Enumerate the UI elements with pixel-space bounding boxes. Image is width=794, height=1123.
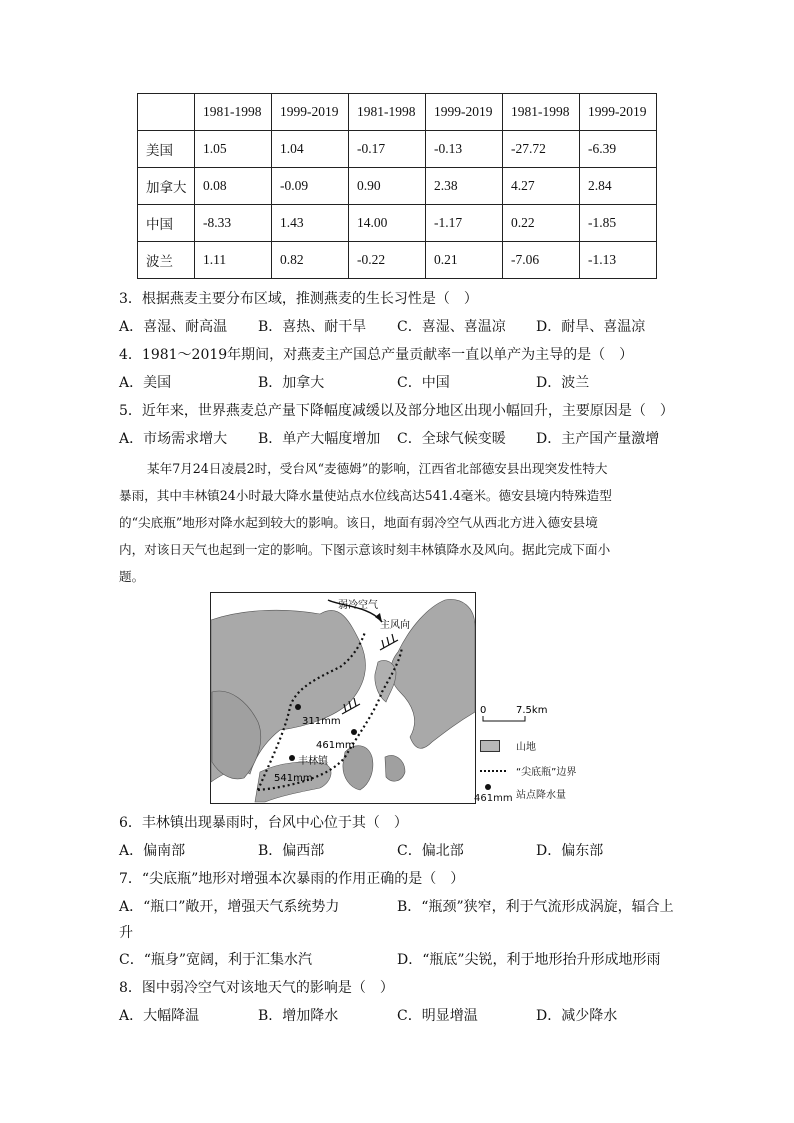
station-label: 311mm (302, 716, 341, 727)
option-d: D．波兰 (536, 375, 590, 391)
table-cell: -8.33 (195, 205, 272, 242)
scale-end: 7.5km (516, 705, 548, 716)
table-header-cell: 1981-1998 (195, 94, 272, 131)
table-cell: -6.39 (580, 131, 657, 168)
legend-mountain-label: 山地 (516, 742, 536, 753)
option-b: B．增加降水 (258, 1008, 339, 1024)
table-cell: 中国 (138, 205, 195, 242)
table-header-cell (138, 94, 195, 131)
option-d: D．耐旱、喜温凉 (536, 319, 646, 335)
option-c: C．全球气候变暖 (397, 431, 506, 447)
table-cell: 2.38 (426, 168, 503, 205)
option-b: B．喜热、耐干旱 (258, 319, 367, 335)
cold-air-label: 弱冷空气 (338, 600, 378, 611)
table-cell: -1.17 (426, 205, 503, 242)
table-row (138, 168, 657, 205)
main-wind-label: 主风向 (380, 620, 410, 631)
option-a: A．偏南部 (119, 843, 186, 859)
table-cell: -1.13 (580, 242, 657, 279)
table-cell: 波兰 (138, 242, 195, 279)
passage-line: 某年7月24日凌晨2时，受台风“麦德姆”的影响，江西省北部德安县出现突发性特大 (147, 461, 608, 476)
table-row (138, 131, 657, 168)
table-cell: -27.72 (503, 131, 580, 168)
table-cell: 0.08 (195, 168, 272, 205)
question-stem: 3．根据燕麦主要分布区域，推测燕麦的生长习性是（ ） (119, 291, 478, 307)
station-label: 541mm (274, 773, 313, 784)
station-point (351, 729, 357, 735)
station-legend-dot (485, 784, 491, 790)
table-cell: 加拿大 (138, 168, 195, 205)
station-point (295, 704, 301, 710)
table-cell: 0.82 (272, 242, 349, 279)
option-a: A．美国 (119, 375, 172, 391)
passage-line: 题。 (119, 569, 145, 584)
option-a: A．大幅降温 (119, 1008, 200, 1024)
table-cell: -1.85 (580, 205, 657, 242)
table-header-cell: 1999-2019 (426, 94, 503, 131)
table-cell: 1.43 (272, 205, 349, 242)
station-label: 461mm (316, 740, 355, 751)
option-b: B．偏西部 (258, 843, 325, 859)
table-header-cell: 1981-1998 (349, 94, 426, 131)
scale-bar (480, 703, 555, 723)
table-cell: 1.11 (195, 242, 272, 279)
passage-line: 的“尖底瓶”地形对降水起到较大的影响。该日，地面有弱冷空气从西北方进入德安县境 (119, 515, 598, 530)
option-a: A．喜湿、耐高温 (119, 319, 228, 335)
station-point (289, 755, 295, 761)
boundary-legend-swatch (480, 770, 506, 772)
table-cell: 2.84 (580, 168, 657, 205)
option-a: A．“瓶口”敞开，增强天气系统势力 (119, 899, 340, 915)
table-cell: -0.17 (349, 131, 426, 168)
option-b: B．加拿大 (258, 375, 325, 391)
passage-line: 暴雨，其中丰林镇24小时最大降水量使站点水位线高达541.4毫米。德安县境内特殊造型 (119, 488, 612, 503)
option-c: C．“瓶身”宽阔，利于汇集水汽 (119, 952, 313, 968)
table-cell: 0.90 (349, 168, 426, 205)
question-stem: 4．1981～2019年期间，对燕麦主产国总产量贡献率一直以单产为主导的是（ ） (119, 347, 634, 363)
option-c: C．明显增温 (397, 1008, 478, 1024)
table-row (138, 205, 657, 242)
scale-zero: 0 (480, 705, 487, 716)
table-cell: 1.04 (272, 131, 349, 168)
table-header-cell: 1981-1998 (503, 94, 580, 131)
mountain-legend-swatch (480, 740, 500, 752)
table-cell: -7.06 (503, 242, 580, 279)
question-stem: 5．近年来，世界燕麦总产量下降幅度减缓以及部分地区出现小幅回升，主要原因是（ ） (119, 403, 674, 419)
passage-line: 内，对该日天气也起到一定的影响。下图示意该时刻丰林镇降水及风向。据此完成下面小 (119, 542, 611, 557)
town-label: 丰林镇 (298, 756, 328, 767)
table-cell: 4.27 (503, 168, 580, 205)
option-d: D．主产国产量激增 (536, 431, 660, 447)
option-c: C．偏北部 (397, 843, 464, 859)
table-cell: -0.22 (349, 242, 426, 279)
table-cell: -0.09 (272, 168, 349, 205)
table-header-cell: 1999-2019 (580, 94, 657, 131)
table-cell: 1.05 (195, 131, 272, 168)
table-cell: 0.22 (503, 205, 580, 242)
question-stem: 7．“尖底瓶”地形对增强本次暴雨的作用正确的是（ ） (119, 871, 465, 887)
question-stem: 6．丰林镇出现暴雨时，台风中心位于其（ ） (119, 815, 408, 831)
legend-station-label: 站点降水量 (516, 790, 566, 801)
table-header-row (138, 94, 657, 131)
option-d: D．减少降水 (536, 1008, 618, 1024)
question-stem: 8．图中弱冷空气对该地天气的影响是（ ） (119, 980, 394, 996)
table-header-cell: 1999-2019 (272, 94, 349, 131)
legend-station-sample: 461mm (474, 793, 513, 804)
yield-contribution-table (137, 93, 657, 279)
terrain-map (210, 592, 476, 804)
option-a: A．市场需求增大 (119, 431, 228, 447)
option-b: B．单产大幅度增加 (258, 431, 381, 447)
table-cell: 14.00 (349, 205, 426, 242)
option-d: D．偏东部 (536, 843, 604, 859)
option-b-continued: 升 (119, 925, 133, 941)
option-b: B．“瓶颈”狭窄，利于气流形成涡旋，辐合上 (397, 899, 674, 915)
table-cell: -0.13 (426, 131, 503, 168)
table-cell: 美国 (138, 131, 195, 168)
legend-boundary-label: “尖底瓶”边界 (516, 767, 577, 778)
table-cell: 0.21 (426, 242, 503, 279)
option-c: C．喜湿、喜温凉 (397, 319, 506, 335)
option-c: C．中国 (397, 375, 450, 391)
table-row (138, 242, 657, 279)
option-d: D．“瓶底”尖锐，利于地形抬升形成地形雨 (397, 952, 661, 968)
